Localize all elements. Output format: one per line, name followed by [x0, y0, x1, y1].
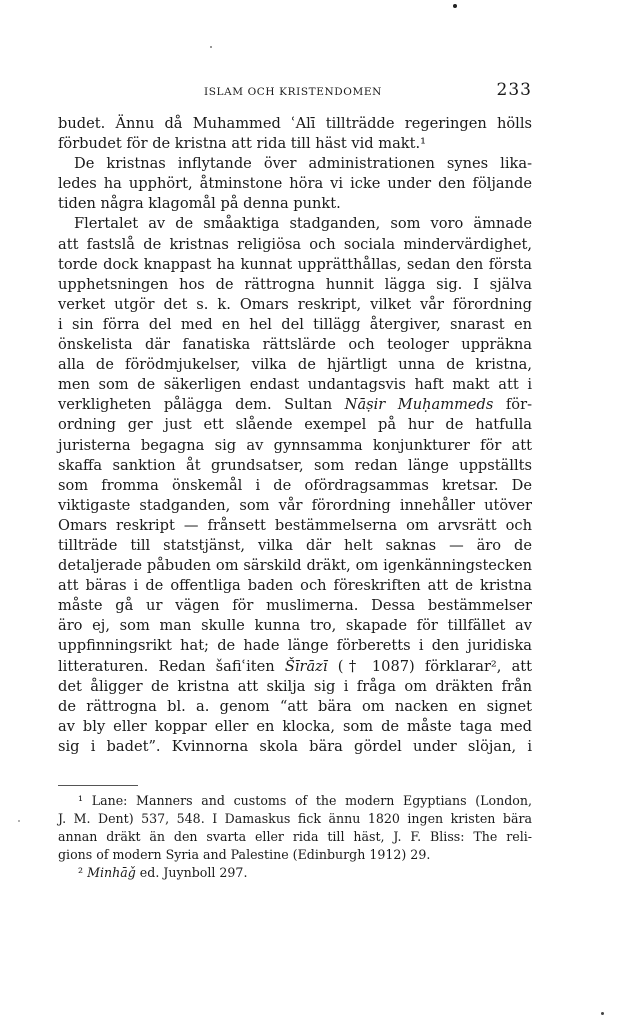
italic-name: Nāṣir Muḥammeds — [344, 396, 494, 414]
footnote-line: ¹ Lane: Manners and customs of the modern Egyptians (London, — [78, 793, 532, 808]
text-line: sig i badet”. Kvinnorna skola bära gördel under slöjan, i — [58, 737, 532, 755]
footnote-2-marker: ² — [78, 865, 84, 880]
text-line: av bly eller koppar eller en klocka, som de måste taga med — [58, 717, 532, 735]
text-line: önskelista där fanatiska rättslärde och teologer uppräkna — [58, 336, 532, 354]
text-line: tillträde till statstjänst, vilka där helt saknas — äro de — [58, 536, 532, 554]
text-line: ordning ger just ett slående exempel på hur de hatfulla — [58, 416, 532, 434]
text-line: äro ej, som man skulle kunna tro, skapade för tillfället av — [58, 617, 532, 635]
footnote-line: gions of modern Syria and Palestine (Edinburgh 1912) 29. — [58, 847, 431, 862]
text-line: budet. Ännu då Muhammed ʿAlī tillträdde regeringen hölls — [58, 115, 532, 132]
footnote-line: annan dräkt än den svarta eller rida till häst, J. F. Bliss: The reli- — [58, 829, 532, 844]
footnote-2 — [58, 864, 532, 882]
text-line: uppfinningsrikt hat; de hade länge förberetts i den juridiska — [58, 637, 532, 655]
text-line: torde dock knappast ha kunnat upprätthållas, sedan den första — [58, 255, 532, 273]
text-line: förbudet för de kristna att rida till häst vid makt.¹ — [58, 135, 427, 153]
italic-name: Šīrāzī — [284, 657, 328, 675]
text-line: juristerna begagna sig av gynnsamma konjunkturer för att — [58, 436, 532, 454]
text-line: detaljerade påbuden om särskild dräkt, om igenkänningstecken — [58, 557, 532, 575]
text-line: De kristnas inflytande över administrationen synes lika- — [74, 155, 532, 173]
text-line: ledes ha upphört, åtminstone höra vi icke under den följande — [58, 175, 532, 193]
footnote-2-title: Minhāǧ — [87, 865, 136, 880]
text-line: de rättrogna bl. a. genom “att bära om nacken en signet — [58, 697, 532, 715]
ink-speck — [453, 4, 457, 8]
main-text — [58, 114, 532, 757]
text-line: alla de förödmjukelser, vilka de hjärtligt unna de kristna, — [58, 356, 532, 374]
footnote-2-text: ed. Juynboll 297. — [135, 865, 248, 880]
text-line: men som de säkerligen endast undantagsvis haft makt att i — [58, 376, 532, 394]
text-line: att bäras i de offentliga baden och föreskriften att de kristna — [58, 577, 532, 595]
text-line: att fastslå de kristnas religiösa och sociala mindervärdighet, — [58, 235, 532, 253]
page-header — [58, 80, 532, 102]
footnote-rule — [58, 785, 138, 786]
margin-mark — [18, 820, 20, 822]
text-line: i sin förra del med en hel del tillägg återgiver, snarast en — [58, 315, 532, 333]
ink-speck — [210, 46, 212, 48]
running-head: ISLAM OCH KRISTENDOMEN — [204, 86, 382, 98]
text-line: Omars reskript — frånsett bestämmelserna om arvsrätt och — [58, 516, 532, 534]
text-line: Flertalet av de småaktiga stadganden, som voro ämnade — [74, 215, 532, 233]
text-line: skaffa sanktion åt grundsatser, som redan länge uppställts — [58, 456, 532, 474]
text-line: viktigaste stadganden, som vår förordning innehåller utöver — [58, 496, 532, 514]
footnote-line: J. M. Dent) 537, 548. I Damaskus fick ännu 1820 ingen kristen bära — [58, 811, 532, 826]
text-line: som fromma önskemål i de ofördragsammas kretsar. De — [58, 476, 532, 494]
text-line: det åligger de kristna att skilja sig i fråga om dräkten från — [58, 677, 532, 695]
page-number: 233 — [496, 80, 532, 100]
text-line: verkligheten pålägga dem. Sultan Nāṣir Muḥammeds för- — [58, 396, 533, 414]
text-line: måste gå ur vägen för muslimerna. Dessa bestämmelser — [58, 597, 532, 615]
text-line: upphetsningen hos de rättrogna hunnit lägga sig. I själva — [58, 275, 532, 293]
footnotes — [58, 785, 532, 882]
footnote-1 — [58, 792, 532, 864]
text-line: verket utgör det s. k. Omars reskript, vilket vår förordning — [58, 295, 532, 313]
margin-mark — [601, 1012, 604, 1015]
text-line: tiden några klagomål på denna punkt. — [58, 195, 341, 213]
text-line: litteraturen. Redan šafiʿiten Šīrāzī († 1087) förklarar², att — [58, 657, 533, 675]
